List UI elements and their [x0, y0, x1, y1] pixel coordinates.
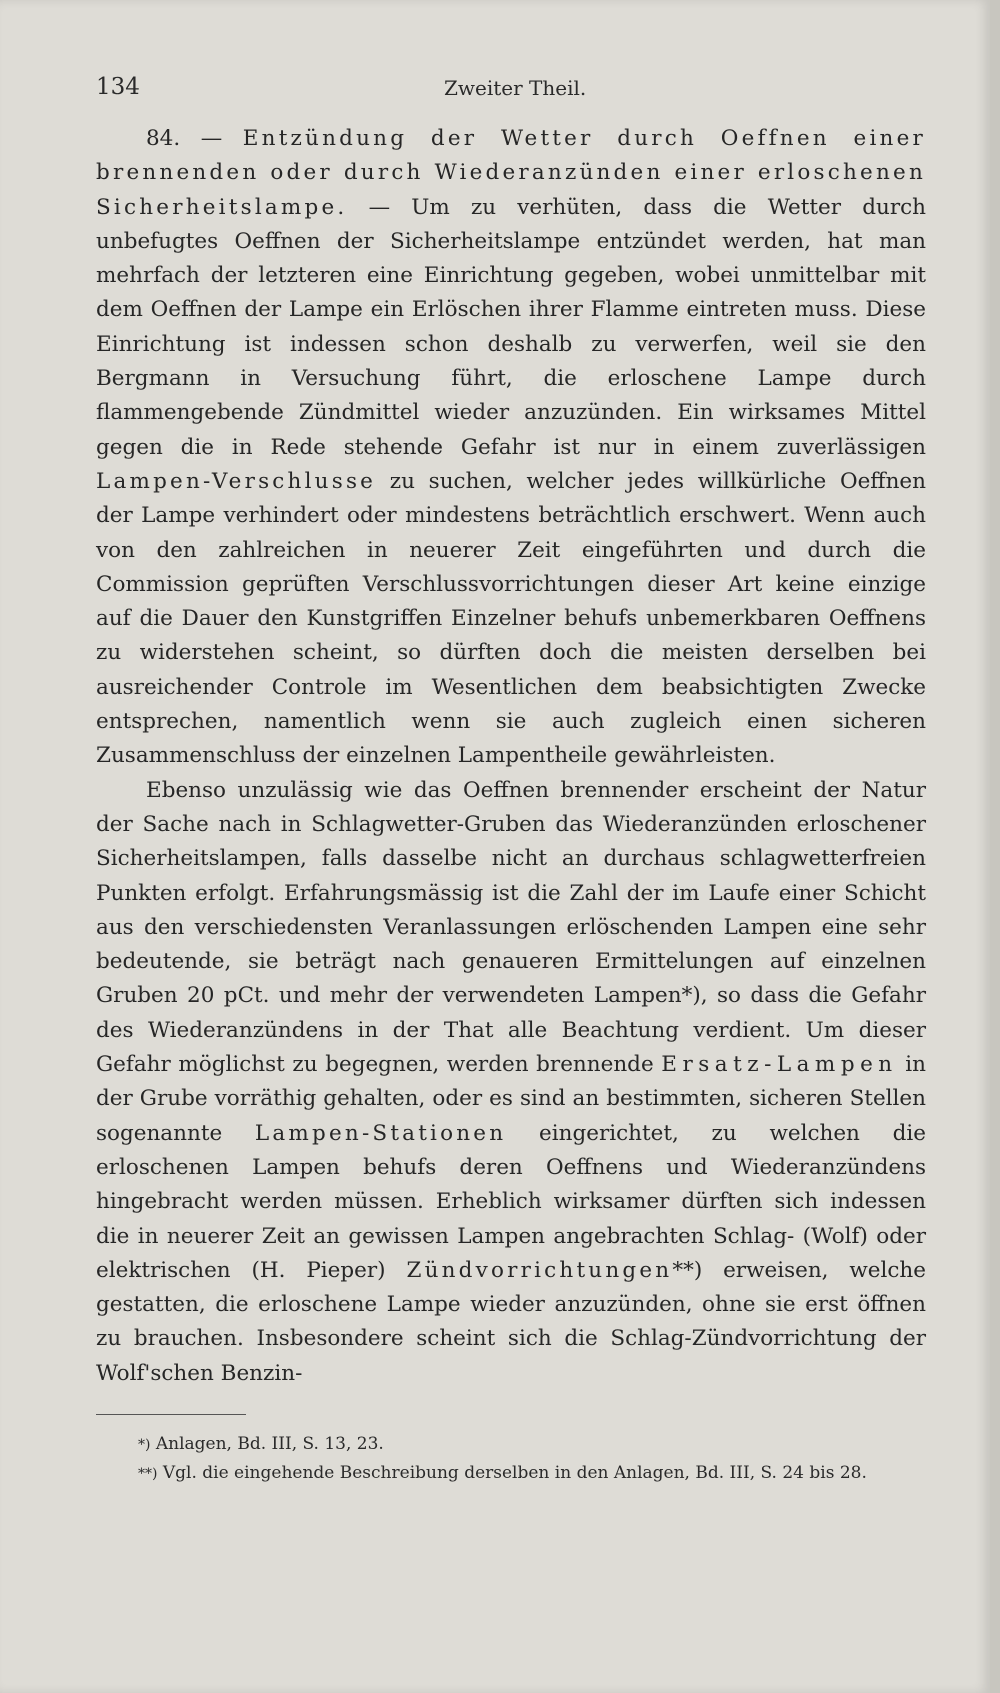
footnotes: [96, 1430, 926, 1488]
emphasis-lampen-stationen: Lampen-Stationen: [254, 1120, 507, 1146]
footnote-ref-1: *): [681, 983, 701, 1009]
paragraph-2-text-c: in der Grube vorräthig gehalten, oder es sind an bestimmten, sicheren Stellen sogenannte: [96, 1052, 926, 1146]
paragraph-1-text-b: zu suchen, welcher jedes willkürliche Oeffnen der Lampe verhindert oder mindestens beträchtlich erschwert. Wenn auch von den zahlreichen in neuerer Zeit eingeführten und durch die Commission geprüften Verschlussvorrichtungen dieser Art keine einzige auf die Dauer den Kunstgriffen Einzelner behufs unbemerkbaren Oeffnens zu widerstehen scheint, so dürften doch die meisten derselben bei ausreichender Controle im Wesentlichen dem beabsichtigten Zwecke entsprechen, namentlich wenn sie auch zugleich einen sicheren Zusammenschluss der einzelnen Lampentheile gewährleisten.: [96, 468, 926, 769]
section-heading: Entzündung der Wetter durch Oeffnen einer brennenden oder durch Wiederanzünden einer erloschenen Sicherheitslampe.: [96, 126, 926, 220]
body-text: [96, 122, 926, 1391]
paragraph-1-text-a: — Um zu verhüten, dass die Wetter durch unbefugtes Oeffnen der Sicherheitslampe entzündet werden, hat man mehrfach der letzteren eine Einrichtung gegeben, wobei unmittelbar mit dem Oeffnen der Lampe ein Erlöschen ihrer Flamme eintreten muss. Diese Einrichtung ist indessen schon deshalb zu verwerfen, weil sie den Bergmann in Versuchung führt, die erloschene Lampe durch flammengebende Zündmittel wieder anzuzünden. Ein wirksames Mittel gegen die in Rede stehende Gefahr ist nur in einem zuverlässigen: [96, 194, 926, 460]
footnote-ref-2: **): [672, 1257, 703, 1283]
paragraph-2-text-d: eingerichtet, zu welchen die erloschenen Lampen behufs deren Oeffnens und Wiederanzündens hingebracht werden müssen. Erheblich wirksamer dürften sich indessen die in neuerer Zeit an gewissen Lampen angebrachten Schlag- (Wolf) oder elektrischen (H. Pieper): [96, 1120, 926, 1283]
footnote-2-text: Vgl. die eingehende Beschreibung derselben in den Anlagen, Bd. III, S. 24 bis 28.: [157, 1463, 867, 1483]
paragraph-2: [96, 774, 926, 1391]
emphasis-ersatz-lampen: Ersatz-Lampen: [661, 1052, 898, 1078]
footnote-divider: [96, 1414, 246, 1415]
page-header: [96, 74, 926, 114]
emphasis-lampen-verschlusse: Lampen-Verschlusse: [96, 468, 377, 494]
footnote-2: [96, 1459, 926, 1488]
paragraph-2-text-a: Ebenso unzulässig wie das Oeffnen brennender erscheint der Natur der Sache nach in Schlagwetter-Gruben das Wiederanzünden erloschener Sicherheitslampen, falls dasselbe nicht an durchaus schlagwetterfreien Punkten erfolgt. Erfahrungsmässig ist die Zahl der im Laufe einer Schicht aus den verschiedensten Veranlassungen erlöschenden Lampen eine sehr bedeutende, sie beträgt nach genaueren Ermittelungen auf einzelnen Gruben 20 pCt. und mehr der verwendeten Lampen: [96, 777, 926, 1009]
page-edge: [990, 0, 1000, 1693]
footnote-1: [96, 1430, 926, 1459]
paragraph-2-text-b: , so dass die Gefahr des Wiederanzündens in der That alle Beachtung verdient. Um dieser Gefahr möglichst zu begegnen, werden brennende: [96, 983, 926, 1078]
running-title: Zweiter Theil.: [444, 76, 587, 100]
footnote-1-text: Anlagen, Bd. III, S. 13, 23.: [150, 1434, 384, 1454]
emphasis-zuendvorrichtungen: Zündvorrichtungen: [406, 1257, 673, 1283]
heading-dash: —: [180, 126, 243, 151]
page-number: 134: [96, 74, 140, 100]
paragraph-2-text-e: erweisen, welche gestatten, die erloschene Lampe wieder anzuzünden, ohne sie erst öffnen zu brauchen. Insbesondere scheint sich die Schlag-Zündvorrichtung der Wolf'schen Benzin-: [96, 1257, 926, 1386]
footnote-2-mark: **): [138, 1466, 158, 1482]
paragraph-1: [96, 122, 926, 774]
section-number: 84.: [146, 126, 181, 151]
footnote-1-mark: *): [138, 1437, 151, 1453]
